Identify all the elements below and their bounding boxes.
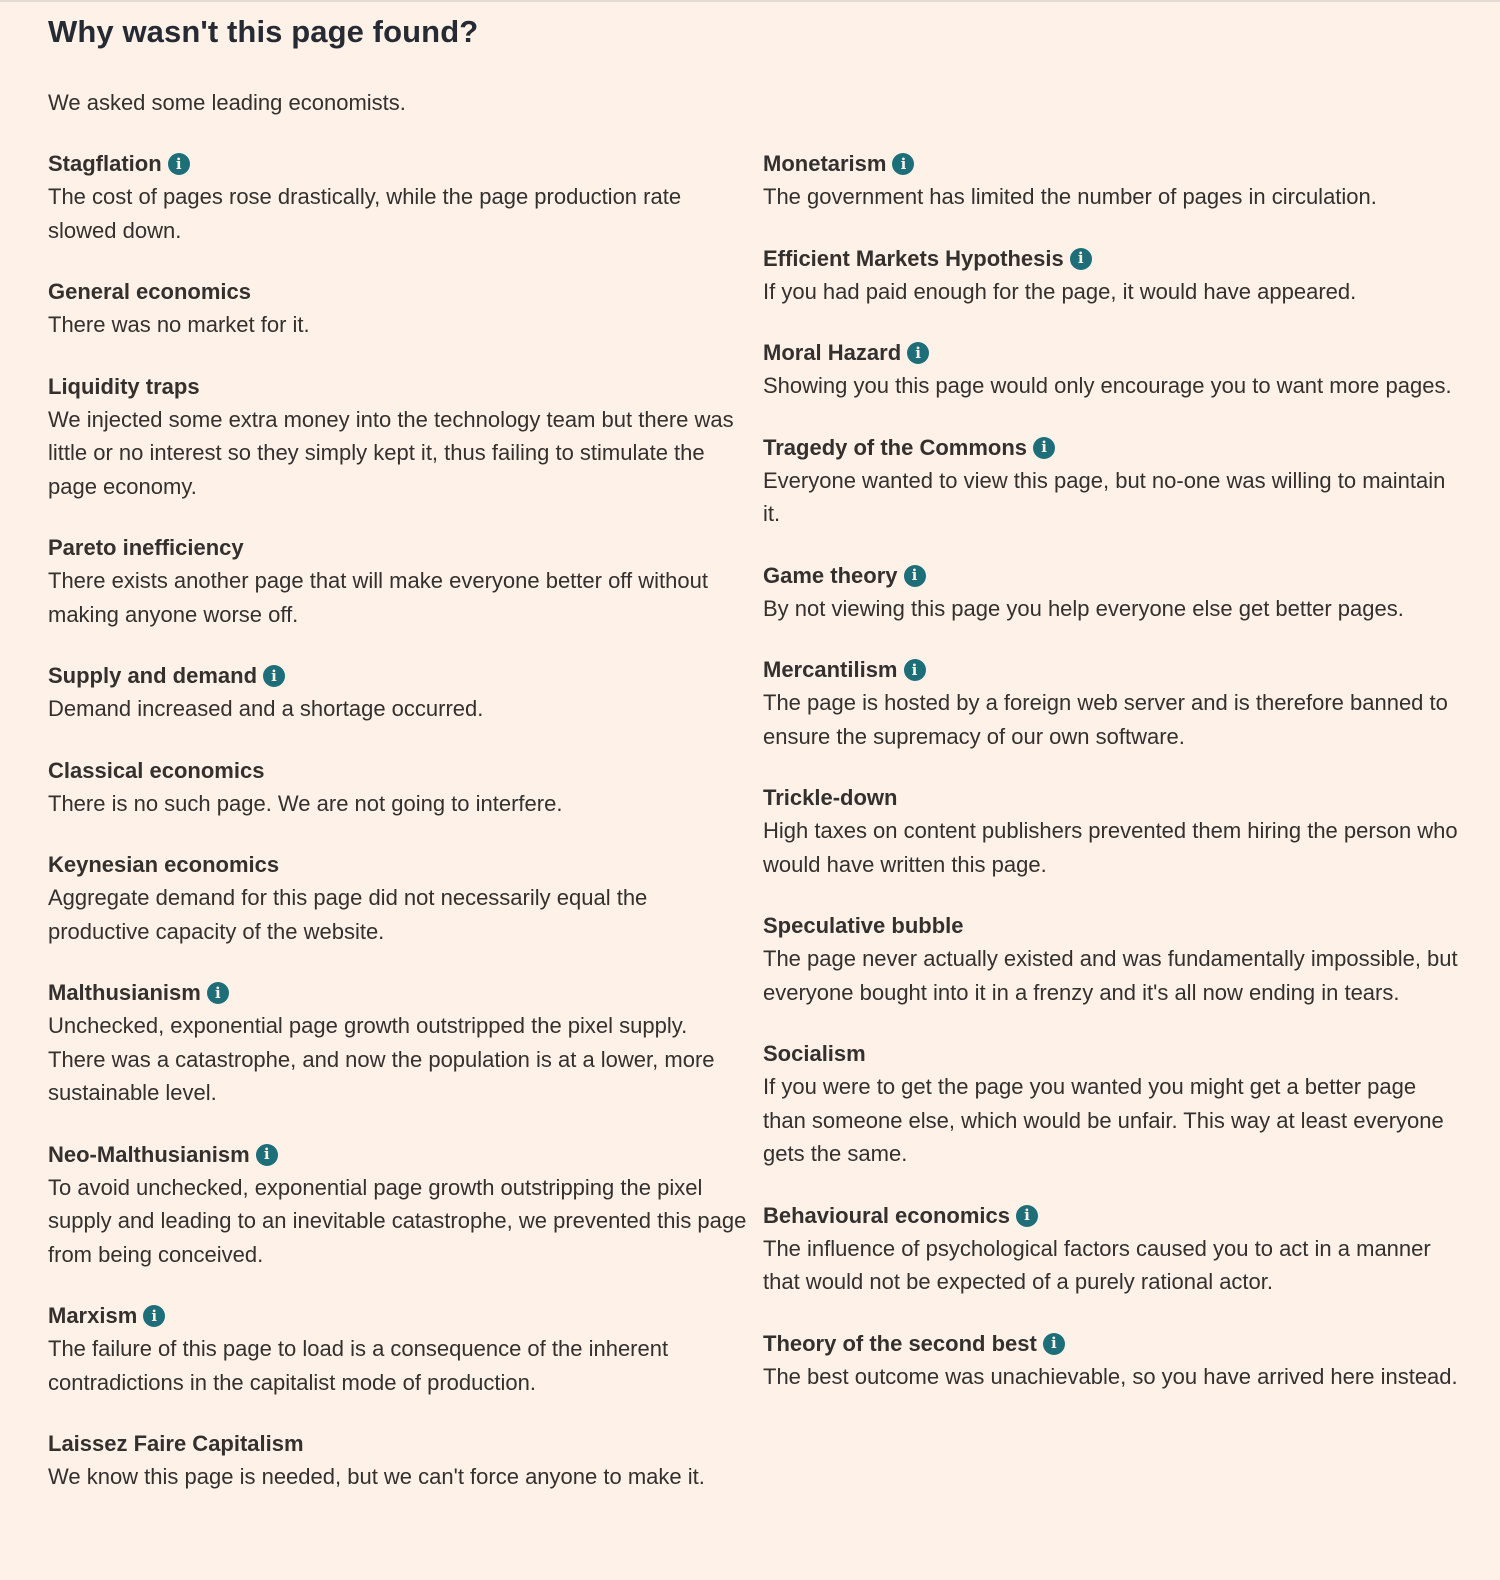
entry-title: Pareto inefficiency xyxy=(48,535,244,560)
entry-description: Aggregate demand for this page did not necessarily equal the productive capacity of the website. xyxy=(48,885,648,944)
entry-heading xyxy=(48,755,748,787)
economics-entry xyxy=(763,1200,1463,1299)
entry-heading xyxy=(48,660,748,692)
entry-description: High taxes on content publishers prevented them hiring the person who would have written this page. xyxy=(763,818,1458,877)
info-icon[interactable]: i xyxy=(168,153,190,175)
entry-heading xyxy=(763,1328,1463,1360)
entry-heading xyxy=(763,337,1463,369)
entry-description: The best outcome was unachievable, so you have arrived here instead. xyxy=(763,1363,1458,1389)
entry-description: The influence of psychological factors caused you to act in a manner that would not be expected of a purely rational actor. xyxy=(763,1235,1431,1294)
entry-heading xyxy=(763,432,1463,464)
economics-entry xyxy=(763,560,1463,626)
entry-description: There exists another page that will make everyone better off without making anyone worse off. xyxy=(48,568,708,627)
info-icon[interactable]: i xyxy=(1043,1333,1065,1355)
entry-description: The failure of this page to load is a consequence of the inherent contradictions in the capitalist mode of production. xyxy=(48,1336,669,1395)
entry-title: Socialism xyxy=(763,1041,866,1066)
entry-description: There is no such page. We are not going to interfere. xyxy=(48,790,563,816)
info-icon[interactable]: i xyxy=(907,342,929,364)
entry-title: Speculative bubble xyxy=(763,913,964,938)
entry-title: Behavioural economics xyxy=(763,1202,1010,1228)
info-icon[interactable]: i xyxy=(1070,248,1092,270)
entry-title: Monetarism xyxy=(763,151,887,176)
economics-entry xyxy=(48,148,748,247)
economics-entry xyxy=(48,1139,748,1272)
info-icon[interactable]: i xyxy=(1033,437,1055,459)
entry-description: The government has limited the number of pages in circulation. xyxy=(763,184,1377,209)
entry-heading xyxy=(763,654,1463,686)
info-icon[interactable]: i xyxy=(1016,1205,1038,1227)
economics-entry xyxy=(763,432,1463,531)
entry-title: Keynesian economics xyxy=(48,852,280,877)
entry-title: Mercantilism xyxy=(763,657,898,682)
entry-heading xyxy=(48,977,748,1009)
economics-entry xyxy=(48,849,748,948)
economics-entry xyxy=(48,660,748,726)
entry-description: The cost of pages rose drastically, while the page production rate slowed down. xyxy=(48,184,682,243)
entry-heading xyxy=(48,1139,748,1171)
entry-title: General economics xyxy=(48,279,251,304)
info-icon[interactable]: i xyxy=(143,1305,165,1327)
entry-heading xyxy=(763,782,1463,814)
entry-title: Classical economics xyxy=(48,757,265,783)
entry-description: To avoid unchecked, exponential page growth outstripping the pixel supply and leading to an inevitable catastrophe, we prevented this page from being conceived. xyxy=(48,1174,747,1267)
info-icon[interactable]: i xyxy=(904,659,926,681)
economics-entry xyxy=(763,782,1463,881)
entry-title: Supply and demand xyxy=(48,663,258,688)
entry-description: We know this page is needed, but we can't force anyone to make it. xyxy=(48,1464,705,1489)
top-divider xyxy=(0,0,1500,2)
entry-description: The page never actually existed and was fundamentally impossible, but everyone bought into it in a frenzy and it's all now ending in tears. xyxy=(763,946,1458,1005)
entry-heading xyxy=(48,849,748,881)
economics-entry xyxy=(48,755,748,821)
entry-description: The page is hosted by a foreign web server and is therefore banned to ensure the supremacy of our own software. xyxy=(763,690,1448,749)
entry-heading xyxy=(763,243,1463,275)
economics-entry xyxy=(763,1328,1463,1394)
economics-entry xyxy=(763,148,1463,214)
entry-description: If you were to get the page you wanted you might get a better page than someone else, which would be unfair. This way at least everyone gets the same. xyxy=(763,1074,1444,1166)
entry-title: Trickle-down xyxy=(763,785,898,810)
entry-title: Moral Hazard xyxy=(763,340,902,365)
entry-description: There was no market for it. xyxy=(48,312,310,337)
entry-title: Stagflation xyxy=(48,151,162,176)
economics-entry xyxy=(763,1038,1463,1171)
entry-heading xyxy=(48,371,748,403)
entry-title: Marxism xyxy=(48,1303,138,1328)
entry-title: Tragedy of the Commons xyxy=(763,434,1028,460)
economics-entry xyxy=(48,276,748,342)
page-title: Why wasn't this page found? xyxy=(48,14,479,49)
right-column xyxy=(763,148,1463,1422)
economics-entry xyxy=(48,1300,748,1399)
info-icon[interactable]: i xyxy=(256,1144,278,1166)
economics-entry xyxy=(48,977,748,1110)
info-icon[interactable]: i xyxy=(263,665,285,687)
entry-heading xyxy=(763,910,1463,942)
economics-entry xyxy=(763,910,1463,1009)
entry-title: Neo-Malthusianism xyxy=(48,1141,250,1167)
entry-description: Unchecked, exponential page growth outstripped the pixel supply. There was a catastrophe, and now the population is at a lower, more sustainable level. xyxy=(48,1013,715,1105)
economics-entry xyxy=(48,371,748,504)
intro-text: We asked some leading economists. xyxy=(48,90,406,115)
entry-heading xyxy=(763,560,1463,592)
economics-entry xyxy=(48,532,748,631)
entry-description: Showing you this page would only encourage you to want more pages. xyxy=(763,373,1452,398)
entry-description: By not viewing this page you help everyone else get better pages. xyxy=(763,595,1404,621)
entry-description: Everyone wanted to view this page, but no-one was willing to maintain it. xyxy=(763,467,1446,526)
entry-heading xyxy=(763,1038,1463,1070)
entry-heading xyxy=(763,148,1463,180)
entry-heading xyxy=(48,148,748,180)
left-column xyxy=(48,148,748,1523)
entry-heading xyxy=(48,1300,748,1332)
info-icon[interactable]: i xyxy=(207,982,229,1004)
entry-heading xyxy=(48,276,748,308)
entry-heading xyxy=(48,532,748,564)
entry-title: Theory of the second best xyxy=(763,1330,1037,1356)
entry-title: Liquidity traps xyxy=(48,373,200,399)
entry-description: Demand increased and a shortage occurred. xyxy=(48,696,484,721)
entry-title: Game theory xyxy=(763,562,898,588)
economics-entry xyxy=(763,654,1463,753)
entry-heading xyxy=(763,1200,1463,1232)
economics-entry xyxy=(763,337,1463,403)
economics-entry xyxy=(48,1428,748,1494)
info-icon[interactable]: i xyxy=(904,565,926,587)
entry-description: If you had paid enough for the page, it would have appeared. xyxy=(763,278,1357,304)
entry-description: We injected some extra money into the technology team but there was little or no interest so they simply kept it, thus failing to stimulate the page economy. xyxy=(48,406,734,499)
economics-entry xyxy=(763,243,1463,309)
entry-title: Efficient Markets Hypothesis xyxy=(763,245,1064,271)
entry-title: Malthusianism xyxy=(48,980,201,1005)
entry-heading xyxy=(48,1428,748,1460)
info-icon[interactable]: i xyxy=(892,153,914,175)
entry-title: Laissez Faire Capitalism xyxy=(48,1431,304,1456)
